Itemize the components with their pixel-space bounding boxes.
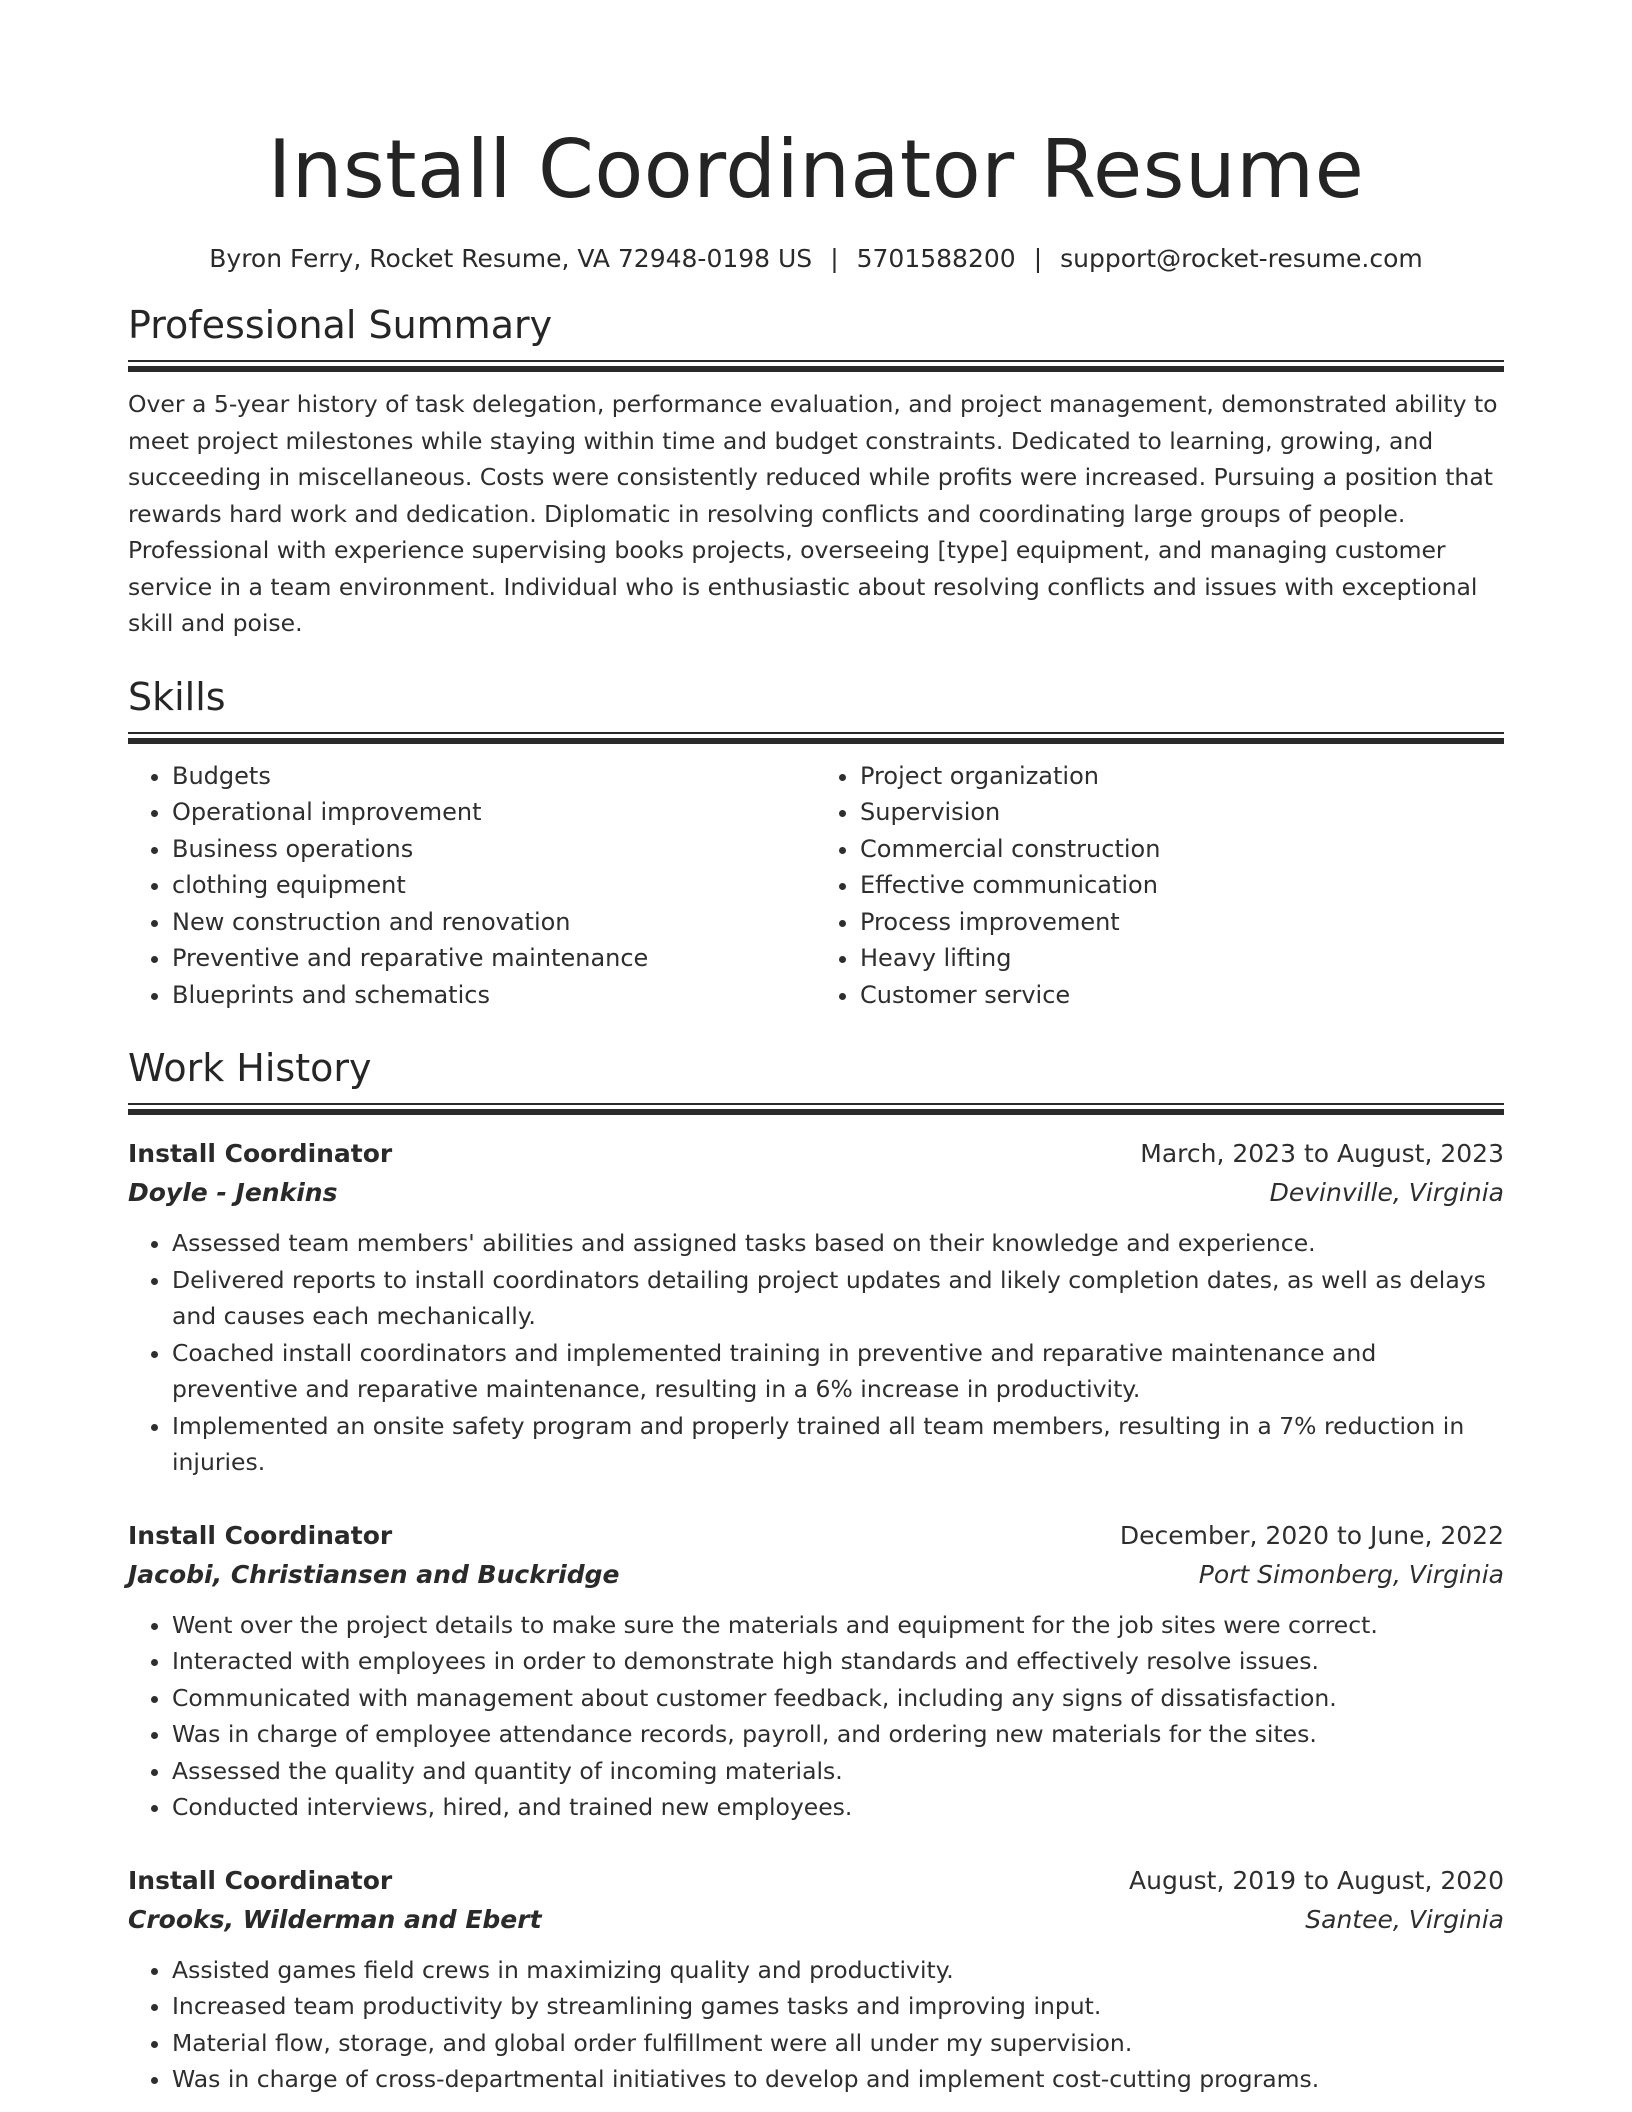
job-title: Install Coordinator: [128, 1520, 393, 1550]
job-company: Doyle - Jenkins: [128, 1178, 338, 1207]
professional-summary-section: [128, 300, 1504, 642]
skill-item: • clothing equipment: [172, 867, 816, 904]
job-dates: August, 2019 to August, 2020: [1129, 1865, 1504, 1895]
skills-list-left: [128, 758, 816, 1014]
job-header: [128, 1517, 1504, 1555]
job-entry: [128, 1517, 1504, 1826]
job-bullet: • Assessed team members' abilities and assigned tasks based on their knowledge and experience.: [172, 1225, 1504, 1262]
skills-list-right: [816, 758, 1504, 1014]
job-subheader: [128, 1900, 1504, 1940]
skill-item: • Business operations: [172, 831, 816, 868]
skill-item: • Project organization: [860, 758, 1504, 795]
job-header: [128, 1862, 1504, 1900]
job-location: Santee, Virginia: [1305, 1904, 1504, 1934]
contact-separator: |: [830, 244, 839, 273]
section-heading-work: Work History: [128, 1046, 372, 1090]
job-subheader: [128, 1173, 1504, 1213]
job-title: Install Coordinator: [128, 1865, 393, 1895]
job-bullet: • Assessed the quality and quantity of incoming materials.: [172, 1753, 1504, 1790]
job-dates: March, 2023 to August, 2023: [1140, 1139, 1504, 1168]
job-bullet: • Increased team productivity by streamlining games tasks and improving input.: [172, 1988, 1504, 2025]
contact-separator: |: [1033, 244, 1043, 273]
skills-columns: [128, 758, 1504, 1014]
job-header: [128, 1135, 1504, 1173]
section-heading-summary: Professional Summary: [128, 303, 553, 347]
skills-section: [128, 672, 1504, 1014]
skill-item: • Operational improvement: [172, 794, 816, 831]
job-bullet: • Coached install coordinators and implemented training in preventive and reparative maintenance and preventive and reparative maintenance, resulting in a 6% increase in productivity.: [172, 1335, 1504, 1408]
job-bullet: • Interacted with employees in order to demonstrate high standards and effectively resolve issues.: [172, 1643, 1504, 1680]
contact-email[interactable]: support@rocket-resume.com: [1060, 244, 1423, 273]
job-location: Port Simonberg, Virginia: [1198, 1559, 1504, 1589]
job-title: Install Coordinator: [128, 1139, 393, 1168]
section-divider: [128, 732, 1504, 744]
job-bullet-list: [128, 1952, 1504, 2098]
job-bullet: • Delivered reports to install coordinators detailing project updates and likely completion dates, as well as delays and causes each mechanically.: [172, 1262, 1504, 1335]
contact-phone: 5701588200: [856, 244, 1016, 273]
skill-item: • Budgets: [172, 758, 816, 795]
contact-address: Byron Ferry, Rocket Resume, VA 72948-0198 US: [209, 244, 813, 273]
work-history-section: [128, 1043, 1504, 2098]
job-bullet: • Went over the project details to make sure the materials and equipment for the job sites were correct.: [172, 1607, 1504, 1644]
job-entry: [128, 1862, 1504, 2098]
job-bullet: • Was in charge of cross-departmental initiatives to develop and implement cost-cutting programs.: [172, 2061, 1504, 2098]
section-divider: [128, 1103, 1504, 1115]
job-bullet-list: [128, 1607, 1504, 1826]
resume-title: Install Coordinator Resume: [267, 123, 1365, 216]
section-divider: [128, 360, 1504, 372]
job-bullet: • Conducted interviews, hired, and trained new employees.: [172, 1789, 1504, 1826]
skill-item: • Supervision: [860, 794, 1504, 831]
summary-text: Over a 5-year history of task delegation, performance evaluation, and project management, demonstrated ability to meet project milestones while staying within time and budget constraints. Dedicated to learning, growing, and succeeding in miscellaneous. Costs were consistently reduced while profits were increased. Pursuing a position that rewards hard work and dedication. Diplomatic in resolving conflicts and coordinating large groups of people. Professional with experience supervising books projects, overseeing [type] equipment, and managing customer service in a team environment. Individual who is enthusiastic about resolving conflicts and issues with exceptional skill and poise.: [128, 390, 1498, 637]
section-heading-skills: Skills: [128, 674, 226, 719]
skill-item: • Preventive and reparative maintenance: [172, 940, 816, 977]
skill-item: • Blueprints and schematics: [172, 977, 816, 1014]
job-company: Crooks, Wilderman and Ebert: [128, 1904, 542, 1934]
job-company: Jacobi, Christiansen and Buckridge: [128, 1559, 620, 1589]
skill-item: • Heavy lifting: [860, 940, 1504, 977]
job-subheader: [128, 1555, 1504, 1595]
skill-item: • Commercial construction: [860, 831, 1504, 868]
job-bullet: • Was in charge of employee attendance records, payroll, and ordering new materials for the sites.: [172, 1716, 1504, 1753]
job-bullet-list: [128, 1225, 1504, 1481]
job-bullet: • Implemented an onsite safety program and properly trained all team members, resulting in a 7% reduction in injuries.: [172, 1408, 1504, 1481]
skill-item: • Customer service: [860, 977, 1504, 1014]
contact-line: [128, 242, 1504, 276]
job-bullet: • Material flow, storage, and global order fulfillment were all under my supervision.: [172, 2025, 1504, 2062]
job-entry: [128, 1135, 1504, 1481]
skill-item: • New construction and renovation: [172, 904, 816, 941]
job-bullet: • Communicated with management about customer feedback, including any signs of dissatisfaction.: [172, 1680, 1504, 1717]
skill-item: • Process improvement: [860, 904, 1504, 941]
job-bullet: • Assisted games field crews in maximizing quality and productivity.: [172, 1952, 1504, 1989]
job-location: Devinville, Virginia: [1269, 1178, 1504, 1207]
job-dates: December, 2020 to June, 2022: [1119, 1520, 1504, 1550]
skill-item: • Effective communication: [860, 867, 1504, 904]
